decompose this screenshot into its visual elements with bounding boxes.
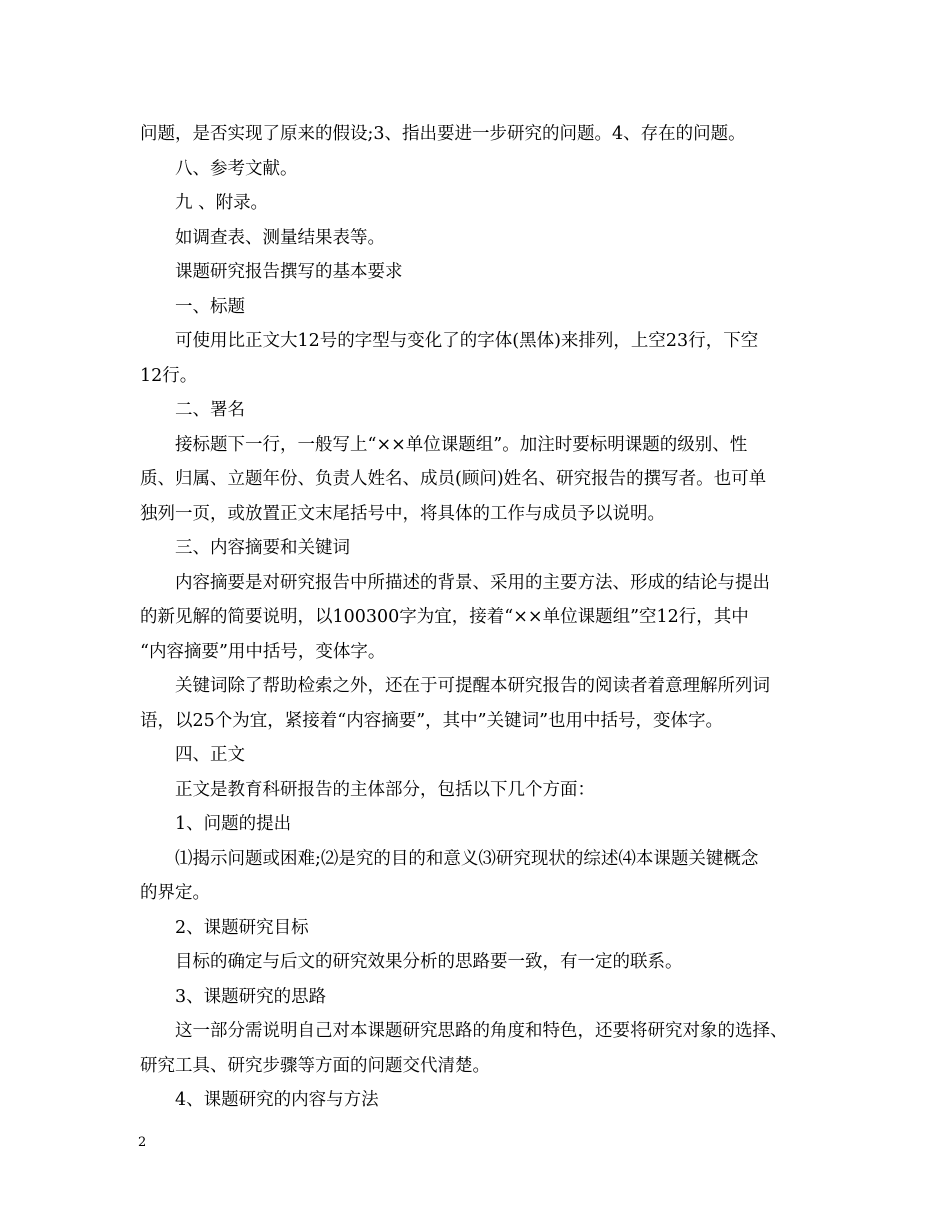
document-body [140, 117, 812, 1118]
text-line: 3、课题研究的思路 [175, 986, 327, 1007]
text-line: 质、归属、立题年份、负责人姓名、成员(顾问)姓名、研究报告的撰写者。也可单 [140, 469, 767, 489]
text-line: 目标的确定与后文的研究效果分析的思路要一致，有一定的联系。 [175, 952, 683, 972]
page-number: 2 [138, 1135, 147, 1150]
text-line: 2、课题研究目标 [175, 917, 309, 938]
text-line: 独列一页，或放置正文末尾括号中，将具体的工作与成员予以说明。 [140, 503, 665, 524]
text-line: 八、参考文献。 [175, 158, 298, 179]
text-line: 三、内容摘要和关键词 [175, 538, 350, 558]
text-line: 的界定。 [140, 883, 210, 903]
text-line: 二、署名 [175, 400, 245, 420]
text-line: ⑴揭示问题或困难;⑵是究的目的和意义⑶研究现状的综述⑷本课题关键概念 [175, 848, 759, 869]
text-line: 这一部分需说明自己对本课题研究思路的角度和特色，还要将研究对象的选择、 [175, 1021, 788, 1041]
text-line: 1、问题的提出 [175, 814, 292, 834]
text-line: 一、标题 [175, 296, 245, 317]
text-line: 研究工具、研究步骤等方面的问题交代清楚。 [140, 1055, 490, 1076]
text-line: 四、正文 [175, 745, 245, 765]
text-line: 可使用比正文大12号的字型与变化了的字体(黑体)来排列，上空23行，下空 [175, 331, 759, 351]
text-line: “内容摘要”用中括号，变体字。 [140, 641, 386, 662]
text-line: 正文是教育科研报告的主体部分，包括以下几个方面： [175, 779, 595, 800]
text-line: 12行。 [140, 365, 198, 386]
text-line: 的新见解的简要说明，以100300字为宜，接着“××单位课题组”空12行，其中 [140, 607, 749, 627]
text-line: 语，以25个为宜，紧接着“内容摘要”，其中”关键词”也用中括号，变体字。 [140, 710, 724, 731]
text-line: 关键词除了帮助检索之外，还在于可提醒本研究报告的阅读者着意理解所列词 [175, 676, 770, 696]
text-line: 课题研究报告撰写的基本要求 [175, 262, 403, 282]
text-line: 九 、附录。 [175, 193, 269, 213]
text-line: 如调查表、测量结果表等。 [175, 227, 385, 248]
text-line: 4、课题研究的内容与方法 [175, 1090, 379, 1110]
text-line: 内容摘要是对研究报告中所描述的背景、采用的主要方法、形成的结论与提出 [175, 572, 770, 593]
text-line: 接标题下一行，一般写上“××单位课题组”。加注时要标明课题的级别、性 [175, 434, 748, 455]
text-line: 问题，是否实现了原来的假设;3、指出要进一步研究的问题。4、存在的问题。 [140, 124, 746, 144]
